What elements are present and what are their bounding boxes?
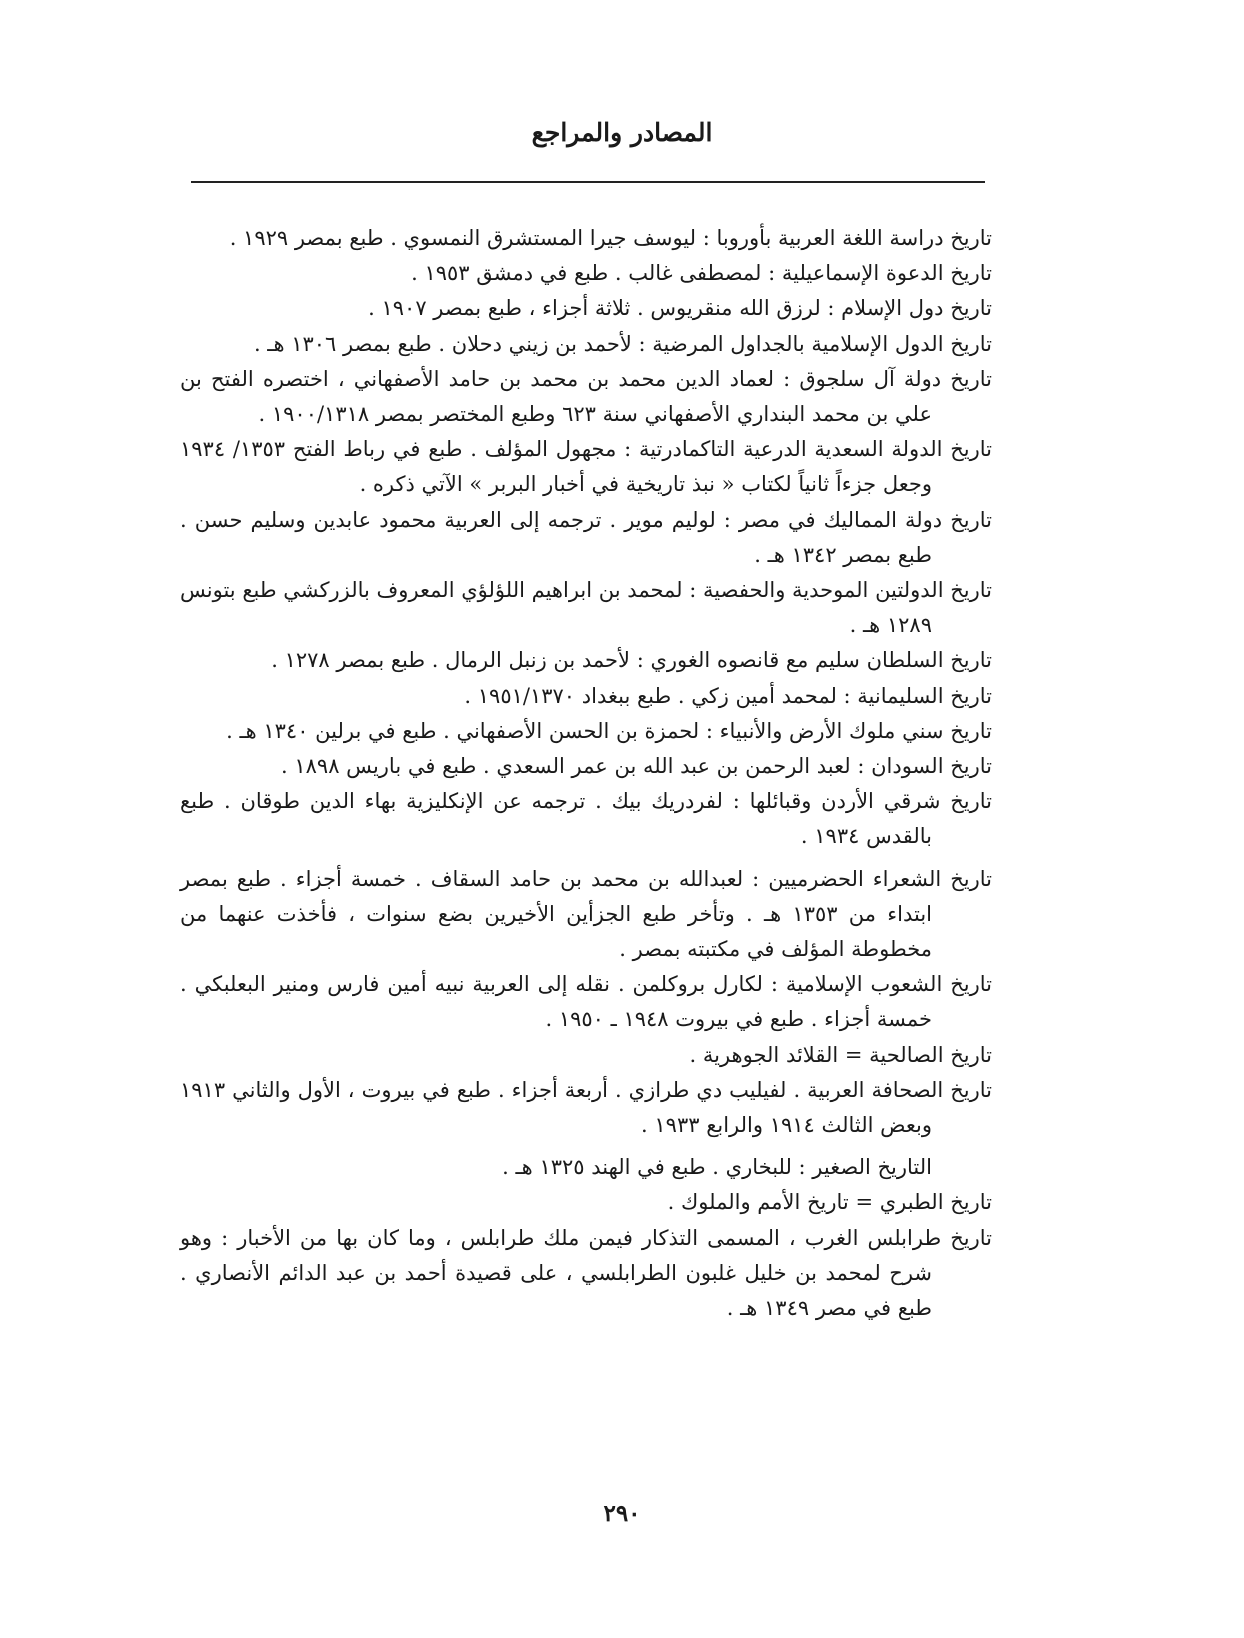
bibliography-entry: تاريخ شرقي الأردن وقبائلها : لفردريك بيك . ترجمه عن الإنكليزية بهاء الدين طوقان . طبع بالقدس ١٩٣٤ .	[180, 789, 992, 849]
bibliography-entry: تاريخ الشعراء الحضرميين : لعبدالله بن محمد بن حامد السقاف . خمسة أجزاء . طبع بمصر ابتداء من ١٣٥٣ هـ . وتأخر طبع الجزأين الأخيرين بضع سنوات ، فأخذت عنهما من مخطوطة المؤلف في مكتبته بمصر .	[180, 866, 992, 962]
bibliography-entry: تاريخ الصحافة العربية . لفيليب دي طرازي . أربعة أجزاء . طبع في بيروت ، الأول والثاني ١٩١٣ وبعض الثالث ١٩١٤ والرابع ١٩٣٣ .	[180, 1077, 992, 1138]
bibliography-entry: تاريخ الدول الإسلامية بالجداول المرضية : لأحمد بن زيني دحلان . طبع بمصر ١٣٠٦ هـ .	[253, 331, 992, 356]
bibliography-entry: تاريخ الصالحية = القلائد الجوهرية .	[689, 1042, 992, 1067]
bibliography-entry: تاريخ دولة آل سلجوق : لعماد الدين محمد بن محمد بن حامد الأصفهاني ، اختصره الفتح بن علي بن محمد البنداري الأصفهاني سنة ٦٢٣ وطبع المختصر بمصر ١٩٠٠/١٣١٨ .	[180, 366, 992, 427]
bibliography-entry: تاريخ سني ملوك الأرض والأنبياء : لحمزة بن الحسن الأصفهاني . طبع في برلين ١٣٤٠ هـ .	[226, 718, 992, 743]
bibliography-entry: تاريخ دراسة اللغة العربية بأوروبا : ليوسف جيرا المستشرق النمسوي . طبع بمصر ١٩٢٩ .	[229, 226, 992, 250]
page-number: ٢٩٠	[603, 1500, 641, 1527]
bibliography-entry: تاريخ طرابلس الغرب ، المسمى التذكار فيمن ملك طرابلس ، وما كان بها من الأخبار : وهو شرح لمحمد بن خليل غلبون الطرابلسي ، على قصيدة أحمد بن عبد الدائم الأنصاري . طبع في مصر ١٣٤٩ هـ .	[180, 1225, 992, 1321]
bibliography-entry: تاريخ الدولتين الموحدية والحفصية : لمحمد بن ابراهيم اللؤلؤي المعروف بالزركشي طبع بتونس ١٢٨٩ هـ .	[180, 578, 992, 638]
bibliography-entry: تاريخ دول الإسلام : لرزق الله منقريوس . ثلاثة أجزاء ، طبع بمصر ١٩٠٧ .	[368, 296, 992, 321]
bibliography-entry: تاريخ الطبري = تاريخ الأمم والملوك .	[667, 1190, 992, 1215]
bibliography-entry: تاريخ السلطان سليم مع قانصوه الغوري : لأحمد بن زنبل الرمال . طبع بمصر ١٢٧٨ .	[271, 648, 992, 673]
bibliography-entry: تاريخ الدولة السعدية الدرعية التاكمادرتية : مجهول المؤلف . طبع في رباط الفتح ١٣٥٣/ ١٩٣٤ وجعل جزءاً ثانياً لكتاب « نبذ تاريخية في أخبار البربر » الآتي ذكره .	[180, 437, 992, 497]
bibliography-entry: تاريخ السليمانية : لمحمد أمين زكي . طبع ببغداد ١٩٥١/١٣٧٠ .	[464, 683, 992, 708]
bibliography-entry: تاريخ الدعوة الإسماعيلية : لمصطفى غالب . طبع في دمشق ١٩٥٣ .	[411, 261, 992, 286]
bibliography-entry: تاريخ السودان : لعبد الرحمن بن عبد الله بن عمر السعدي . طبع في باريس ١٨٩٨ .	[281, 754, 992, 779]
header-divider	[191, 181, 985, 183]
page-header-title: المصادر والمراجع	[531, 118, 713, 147]
bibliography-entry: التاريخ الصغير : للبخاري . طبع في الهند ١٣٢٥ هـ .	[502, 1155, 932, 1180]
bibliography-entry: تاريخ الشعوب الإسلامية : لكارل بروكلمن . نقله إلى العربية نبيه أمين فارس ومنير البعلبكي . خمسة أجزاء . طبع في بيروت ١٩٤٨ ـ ١٩٥٠ .	[180, 972, 992, 1032]
bibliography-list	[180, 221, 992, 1326]
bibliography-entry: تاريخ دولة المماليك في مصر : لوليم موير . ترجمه إلى العربية محمود عابدين وسليم حسن . طبع بمصر ١٣٤٢ هـ .	[180, 507, 992, 567]
